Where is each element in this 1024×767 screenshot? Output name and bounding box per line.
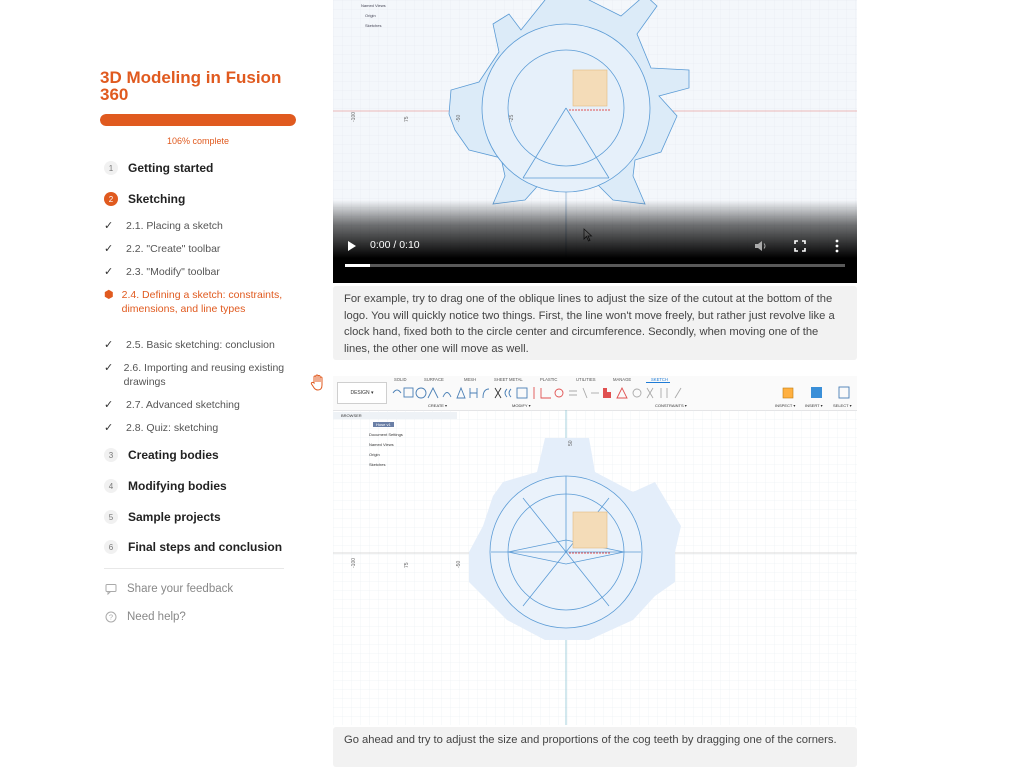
- chapter-number: 6: [104, 540, 118, 554]
- more-vertical-icon: [833, 238, 841, 254]
- lesson-label: 2.5. Basic sketching: conclusion: [126, 339, 275, 351]
- lesson-label: 2.3. "Modify" toolbar: [126, 266, 220, 278]
- tree-item: Named Views: [361, 3, 386, 8]
- app-toolbar: [333, 376, 857, 411]
- chapter-label: Creating bodies: [128, 448, 219, 462]
- sketch-tools-icons[interactable]: [391, 384, 855, 402]
- axis-label: -100: [351, 557, 357, 568]
- play-button[interactable]: [346, 238, 358, 254]
- video-player[interactable]: [333, 0, 857, 283]
- hand-cursor-icon: [310, 374, 326, 392]
- browser-item-root[interactable]: Hose v1: [373, 422, 394, 427]
- share-feedback-label: Share your feedback: [127, 583, 234, 595]
- tab-sketch[interactable]: SKETCH: [651, 377, 668, 382]
- current-lesson-icon: ⬢: [104, 289, 114, 301]
- lesson-label: 2.4. Defining a sketch: constraints, dimensions, and line types: [121, 289, 283, 315]
- chapter-creating-bodies[interactable]: [104, 445, 219, 465]
- sidebar-divider: [104, 568, 284, 569]
- need-help-link[interactable]: [104, 610, 186, 624]
- video-seek-bar[interactable]: [345, 264, 845, 267]
- inspect-menu[interactable]: INSPECT ▾: [775, 403, 796, 408]
- axis-label: 75: [404, 562, 410, 568]
- tab-surface[interactable]: SURFACE: [424, 377, 444, 382]
- lesson-item[interactable]: [104, 361, 294, 389]
- chapter-label: Sample projects: [128, 510, 221, 524]
- course-sidebar: [0, 0, 310, 767]
- design-workspace-button[interactable]: DESIGN ▾: [337, 382, 387, 404]
- check-icon: ✓: [104, 339, 114, 351]
- check-icon: ✓: [104, 220, 114, 232]
- svg-text:?: ?: [108, 612, 114, 622]
- modify-menu[interactable]: MODIFY ▾: [512, 403, 531, 408]
- volume-button[interactable]: [753, 238, 769, 254]
- axis-label: -100: [351, 111, 357, 122]
- chapter-sample-projects[interactable]: [104, 507, 221, 527]
- chapter-getting-started[interactable]: [104, 158, 213, 178]
- create-menu[interactable]: CREATE ▾: [428, 403, 448, 408]
- chapter-number: 2: [104, 192, 118, 206]
- browser-item[interactable]: Sketches: [369, 462, 386, 467]
- share-feedback-link[interactable]: [104, 582, 233, 596]
- chapter-sketching[interactable]: [104, 189, 185, 209]
- check-icon: ✓: [104, 422, 114, 434]
- select-menu[interactable]: SELECT ▾: [833, 403, 852, 408]
- lesson-label: 2.1. Placing a sketch: [126, 220, 223, 232]
- lesson-item[interactable]: [104, 338, 294, 352]
- chapter-final-steps[interactable]: [104, 537, 282, 557]
- tab-manage[interactable]: MANAGE: [613, 377, 632, 382]
- tab-utilities[interactable]: UTILITIES: [576, 377, 596, 382]
- browser-title: BROWSER: [341, 413, 362, 418]
- chapter-label: Getting started: [128, 161, 214, 175]
- caption-text: Go ahead and try to adjust the size and proportions of the cog teeth by dragging one of the corners.: [333, 727, 857, 767]
- chapter-modifying-bodies[interactable]: [104, 476, 227, 496]
- check-icon: ✓: [104, 399, 114, 411]
- chapter-number: 3: [104, 448, 118, 462]
- lesson-item[interactable]: [104, 242, 294, 256]
- check-icon: ✓: [104, 266, 114, 278]
- axis-label: -50: [456, 560, 462, 568]
- course-progress-bar: [100, 114, 296, 126]
- constraints-menu[interactable]: CONSTRAINTS ▾: [655, 403, 687, 408]
- axis-label: -50: [456, 114, 462, 122]
- tab-plastic[interactable]: PLASTIC: [540, 377, 558, 382]
- chapter-number: 4: [104, 479, 118, 493]
- chapter-label: Sketching: [128, 192, 186, 206]
- tab-solid[interactable]: SOLID: [394, 377, 407, 382]
- chapter-number: 5: [104, 510, 118, 524]
- browser-item[interactable]: Origin: [369, 452, 380, 457]
- tree-item: Sketches: [365, 23, 382, 28]
- more-options-button[interactable]: [833, 238, 841, 254]
- lesson-item[interactable]: [104, 398, 294, 412]
- chapter-number: 1: [104, 161, 118, 175]
- question-icon: [104, 610, 118, 624]
- lesson-item-current[interactable]: [104, 288, 294, 316]
- tab-mesh[interactable]: MESH: [464, 377, 477, 382]
- lesson-item[interactable]: [104, 265, 294, 279]
- lesson-label: 2.7. Advanced sketching: [126, 399, 240, 411]
- need-help-label: Need help?: [127, 611, 186, 623]
- check-icon: ✓: [104, 243, 114, 255]
- lesson-label: 2.6. Importing and reusing existing drawings: [123, 362, 285, 388]
- fullscreen-icon: [793, 239, 807, 253]
- chapter-label: Final steps and conclusion: [128, 540, 283, 554]
- axis-label: 75: [404, 116, 410, 122]
- chapter-label: Modifying bodies: [128, 479, 227, 493]
- lesson-item[interactable]: [104, 219, 294, 233]
- check-icon: ✓: [104, 362, 114, 374]
- course-title: 3D Modeling in Fusion 360: [100, 68, 282, 104]
- play-icon: [346, 238, 358, 254]
- axis-label: -25: [509, 114, 515, 122]
- tree-item: Origin: [365, 13, 376, 18]
- video-seek-fill: [345, 264, 370, 267]
- fullscreen-button[interactable]: [793, 239, 807, 253]
- browser-panel: [333, 412, 460, 472]
- video-controls: [333, 200, 857, 283]
- lesson-label: 2.2. "Create" toolbar: [126, 243, 221, 255]
- browser-item[interactable]: Named Views: [369, 442, 394, 447]
- fusion-app-screenshot[interactable]: [333, 376, 857, 725]
- browser-header: [333, 412, 457, 419]
- browser-item[interactable]: Document Settings: [369, 432, 403, 437]
- lesson-item[interactable]: [104, 421, 294, 435]
- axis-label: 50: [568, 440, 574, 446]
- lesson-label: 2.8. Quiz: sketching: [126, 422, 219, 434]
- tab-selection-underline: [646, 382, 670, 383]
- caption-text: For example, try to drag one of the oblique lines to adjust the size of the cutout at the bottom of the logo. You will quickly notice two things. First, the line won't move freely, but rather just revolve like a clock hand, fixed both to the circle center and circumference. Secondly, when moving one of the lines, the other one will move as well.: [333, 286, 857, 360]
- video-time: 0:00 / 0:10: [370, 239, 420, 251]
- chat-bubble-icon: [104, 582, 118, 596]
- tab-sheet-metal[interactable]: SHEET METAL: [494, 377, 523, 382]
- insert-menu[interactable]: INSERT ▾: [805, 403, 823, 408]
- volume-icon: [753, 238, 769, 254]
- course-progress-fill: [100, 114, 296, 126]
- course-progress-text: 106% complete: [166, 136, 230, 146]
